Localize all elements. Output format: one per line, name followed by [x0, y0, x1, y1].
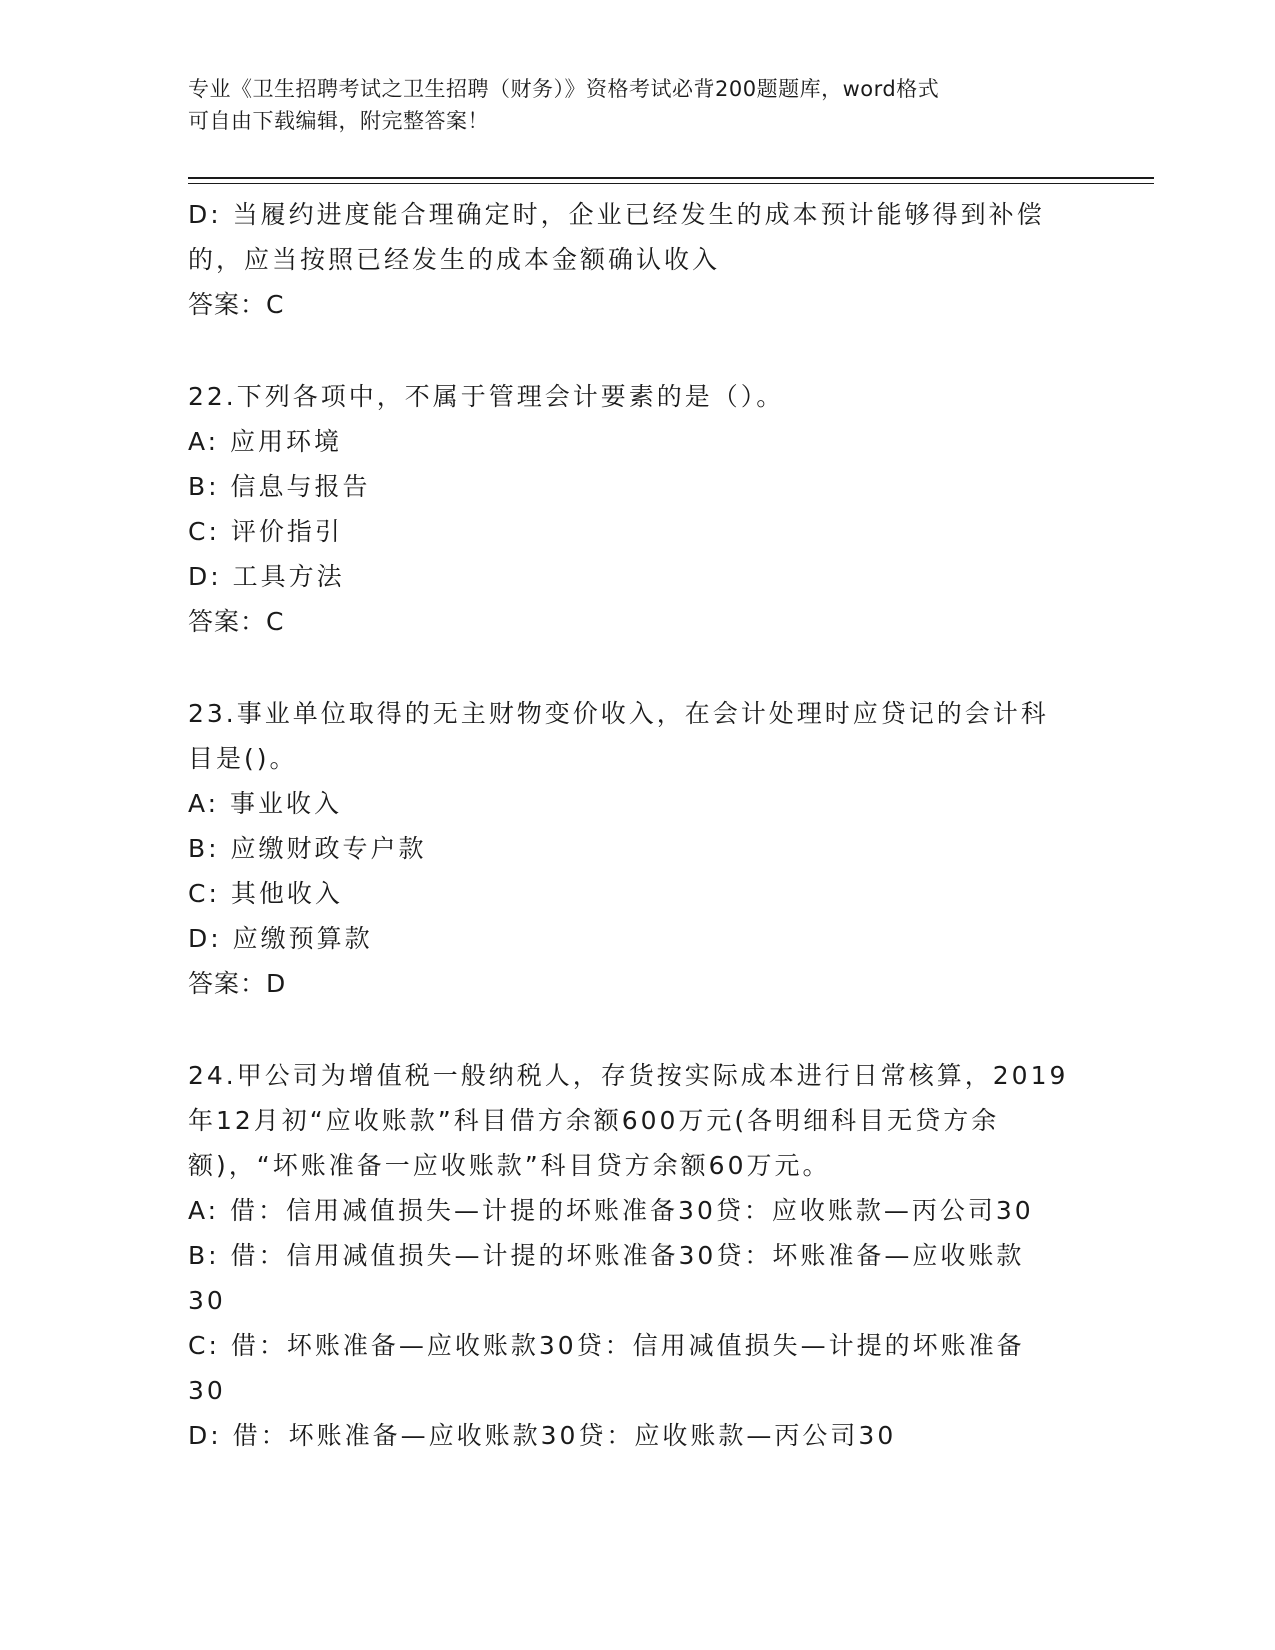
option-b: B: 应缴财政专户款 — [188, 834, 427, 863]
question-stem: 22.下列各项中，不属于管理会计要素的是（）。 — [188, 382, 785, 411]
option-b-line-2: 30 — [188, 1286, 226, 1315]
question-block-22 — [188, 374, 1078, 644]
question-stem-line-2: 目是()。 — [188, 744, 298, 773]
option-c-line-1: C: 借：坏账准备—应收账款30贷：信用减值损失—计提的坏账准备 — [188, 1331, 1025, 1360]
question-block-21 — [188, 192, 1078, 327]
header-title-line-2: 可自由下载编辑，附完整答案！ — [188, 109, 489, 133]
option-d: D: 借：坏账准备—应收账款30贷：应收账款—丙公司30 — [188, 1421, 897, 1450]
option-c: C: 其他收入 — [188, 879, 343, 908]
answer-line: 答案：C — [188, 290, 285, 319]
question-stem-line-3: 额)，“坏账准备一应收账款”科目贷方余额60万元。 — [188, 1151, 831, 1180]
question-stem-line-1: 24.甲公司为增值税一般纳税人，存货按实际成本进行日常核算，2019 — [188, 1061, 1069, 1090]
question-content — [188, 192, 1078, 1458]
question-block-23 — [188, 691, 1078, 1006]
option-b: B: 信息与报告 — [188, 472, 371, 501]
option-d-line-1: D: 当履约进度能合理确定时，企业已经发生的成本预计能够得到补偿 — [188, 200, 1045, 229]
option-c-line-2: 30 — [188, 1376, 226, 1405]
question-block-24 — [188, 1053, 1078, 1458]
spacer — [188, 1006, 1078, 1053]
document-header — [188, 73, 1068, 137]
spacer — [188, 327, 1078, 374]
option-a: A: 借：信用减值损失—计提的坏账准备30贷：应收账款—丙公司30 — [188, 1196, 1034, 1225]
header-divider-thin — [188, 183, 1154, 184]
answer-line: 答案：D — [188, 969, 287, 998]
question-stem-line-1: 23.事业单位取得的无主财物变价收入，在会计处理时应贷记的会计科 — [188, 699, 1049, 728]
answer-line: 答案：C — [188, 607, 285, 636]
option-a: A: 事业收入 — [188, 789, 343, 818]
header-divider-thick — [188, 177, 1154, 179]
option-d: D: 应缴预算款 — [188, 924, 373, 953]
option-a: A: 应用环境 — [188, 427, 343, 456]
option-d: D: 工具方法 — [188, 562, 345, 591]
option-c: C: 评价指引 — [188, 517, 343, 546]
option-b-line-1: B: 借：信用减值损失—计提的坏账准备30贷：坏账准备—应收账款 — [188, 1241, 1025, 1270]
option-d-line-2: 的，应当按照已经发生的成本金额确认收入 — [188, 245, 721, 274]
question-stem-line-2: 年12月初“应收账款”科目借方余额600万元(各明细科目无贷方余 — [188, 1106, 1000, 1135]
header-title-line-1: 专业《卫生招聘考试之卫生招聘（财务）》资格考试必背200题题库，word格式 — [188, 77, 940, 101]
spacer — [188, 644, 1078, 691]
